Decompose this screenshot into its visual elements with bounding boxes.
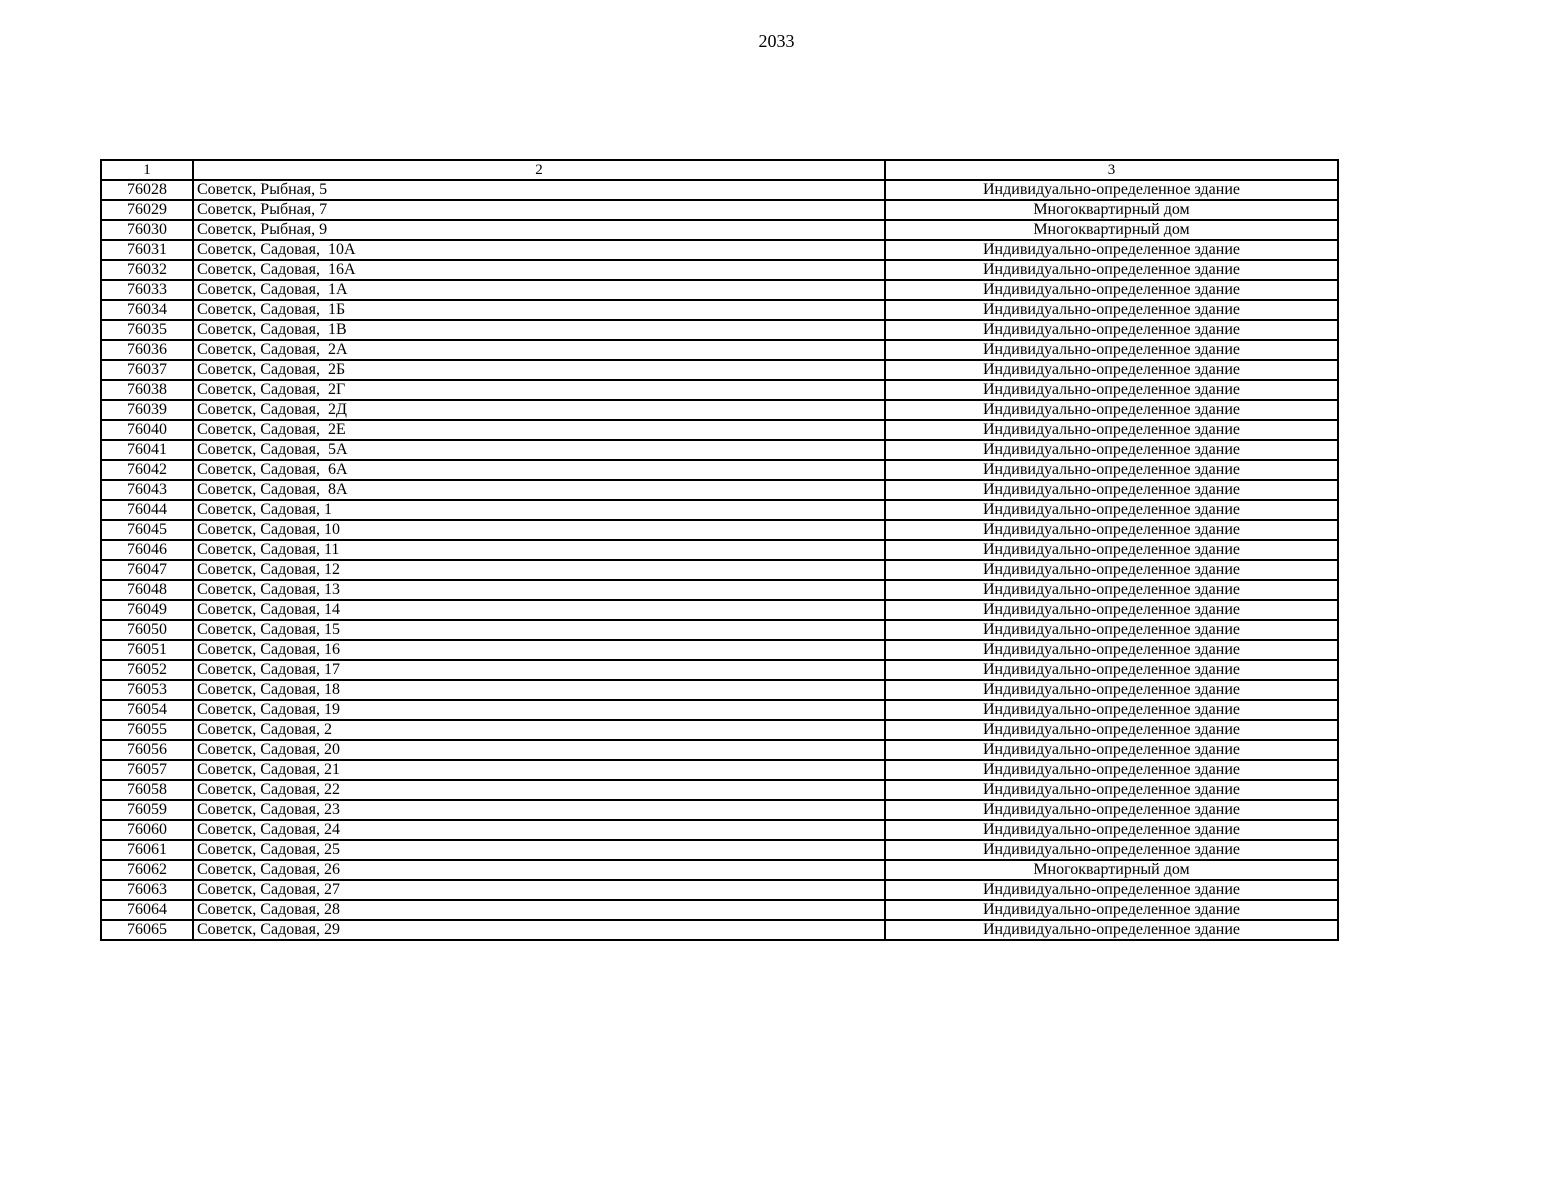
table-row [101, 480, 1338, 500]
object-type-cell: Многоквартирный дом [885, 220, 1338, 240]
object-type-cell: Индивидуально-определенное здание [885, 640, 1338, 660]
object-id-cell: 76056 [101, 740, 193, 760]
table-row [101, 220, 1338, 240]
address-cell: Советск, Садовая, 19 [193, 700, 885, 720]
object-id-cell: 76039 [101, 400, 193, 420]
address-cell: Советск, Садовая, 2Б [193, 360, 885, 380]
column-header: 2 [193, 160, 885, 180]
address-cell: Советск, Садовая, 15 [193, 620, 885, 640]
object-type-cell: Индивидуально-определенное здание [885, 760, 1338, 780]
object-id-cell: 76063 [101, 880, 193, 900]
column-header: 1 [101, 160, 193, 180]
object-id-cell: 76035 [101, 320, 193, 340]
table-row [101, 780, 1338, 800]
address-cell: Советск, Садовая, 25 [193, 840, 885, 860]
object-id-cell: 76028 [101, 180, 193, 200]
table-row [101, 700, 1338, 720]
address-cell: Советск, Садовая, 17 [193, 660, 885, 680]
object-type-cell: Индивидуально-определенное здание [885, 680, 1338, 700]
registry-table [100, 159, 1339, 941]
object-type-cell: Индивидуально-определенное здание [885, 780, 1338, 800]
table-row [101, 300, 1338, 320]
table-row [101, 520, 1338, 540]
address-cell: Советск, Садовая, 27 [193, 880, 885, 900]
object-id-cell: 76046 [101, 540, 193, 560]
object-type-cell: Индивидуально-определенное здание [885, 180, 1338, 200]
object-type-cell: Индивидуально-определенное здание [885, 560, 1338, 580]
address-cell: Советск, Садовая, 5А [193, 440, 885, 460]
object-type-cell: Индивидуально-определенное здание [885, 920, 1338, 940]
table-row [101, 820, 1338, 840]
table-row [101, 640, 1338, 660]
object-type-cell: Индивидуально-определенное здание [885, 600, 1338, 620]
table-row [101, 340, 1338, 360]
object-type-cell: Индивидуально-определенное здание [885, 580, 1338, 600]
object-id-cell: 76045 [101, 520, 193, 540]
address-cell: Советск, Садовая, 2 [193, 720, 885, 740]
table-row [101, 420, 1338, 440]
table-row [101, 860, 1338, 880]
object-type-cell: Индивидуально-определенное здание [885, 440, 1338, 460]
table-row [101, 180, 1338, 200]
object-type-cell: Многоквартирный дом [885, 860, 1338, 880]
table-row [101, 760, 1338, 780]
table-row [101, 540, 1338, 560]
object-id-cell: 76048 [101, 580, 193, 600]
object-id-cell: 76058 [101, 780, 193, 800]
address-cell: Советск, Садовая, 14 [193, 600, 885, 620]
address-cell: Советск, Садовая, 11 [193, 540, 885, 560]
address-cell: Советск, Садовая, 1 [193, 500, 885, 520]
address-cell: Советск, Садовая, 24 [193, 820, 885, 840]
object-id-cell: 76061 [101, 840, 193, 860]
object-type-cell: Индивидуально-определенное здание [885, 660, 1338, 680]
object-id-cell: 76040 [101, 420, 193, 440]
table-row [101, 400, 1338, 420]
table-row [101, 360, 1338, 380]
table-row [101, 240, 1338, 260]
address-cell: Советск, Садовая, 21 [193, 760, 885, 780]
address-cell: Советск, Садовая, 28 [193, 900, 885, 920]
object-type-cell: Индивидуально-определенное здание [885, 360, 1338, 380]
page-number: 2033 [758, 31, 795, 51]
object-type-cell: Индивидуально-определенное здание [885, 700, 1338, 720]
table-row [101, 320, 1338, 340]
object-type-cell: Индивидуально-определенное здание [885, 300, 1338, 320]
address-cell: Советск, Садовая, 20 [193, 740, 885, 760]
address-cell: Советск, Садовая, 26 [193, 860, 885, 880]
object-type-cell: Индивидуально-определенное здание [885, 260, 1338, 280]
table-row [101, 880, 1338, 900]
object-id-cell: 76053 [101, 680, 193, 700]
object-id-cell: 76055 [101, 720, 193, 740]
address-cell: Советск, Садовая, 16А [193, 260, 885, 280]
table-row [101, 280, 1338, 300]
object-type-cell: Индивидуально-определенное здание [885, 520, 1338, 540]
column-header: 3 [885, 160, 1338, 180]
address-cell: Советск, Садовая, 12 [193, 560, 885, 580]
object-id-cell: 76033 [101, 280, 193, 300]
address-cell: Советск, Садовая, 29 [193, 920, 885, 940]
table-row [101, 560, 1338, 580]
table-row [101, 740, 1338, 760]
address-cell: Советск, Садовая, 1Б [193, 300, 885, 320]
table-row [101, 440, 1338, 460]
address-cell: Советск, Садовая, 2Д [193, 400, 885, 420]
object-id-cell: 76030 [101, 220, 193, 240]
table-row [101, 200, 1338, 220]
address-cell: Советск, Садовая, 2А [193, 340, 885, 360]
object-type-cell: Индивидуально-определенное здание [885, 800, 1338, 820]
address-cell: Советск, Садовая, 10А [193, 240, 885, 260]
address-cell: Советск, Садовая, 2Е [193, 420, 885, 440]
object-type-cell: Индивидуально-определенное здание [885, 840, 1338, 860]
address-cell: Советск, Садовая, 23 [193, 800, 885, 820]
registry-table-body [101, 160, 1338, 940]
object-type-cell: Индивидуально-определенное здание [885, 480, 1338, 500]
object-id-cell: 76032 [101, 260, 193, 280]
table-row [101, 840, 1338, 860]
object-id-cell: 76038 [101, 380, 193, 400]
object-type-cell: Индивидуально-определенное здание [885, 900, 1338, 920]
table-row [101, 720, 1338, 740]
address-cell: Советск, Садовая, 6А [193, 460, 885, 480]
object-id-cell: 76059 [101, 800, 193, 820]
object-id-cell: 76029 [101, 200, 193, 220]
object-type-cell: Индивидуально-определенное здание [885, 620, 1338, 640]
address-cell: Советск, Садовая, 18 [193, 680, 885, 700]
object-id-cell: 76057 [101, 760, 193, 780]
table-row [101, 580, 1338, 600]
object-id-cell: 76042 [101, 460, 193, 480]
object-id-cell: 76052 [101, 660, 193, 680]
table-row [101, 380, 1338, 400]
address-cell: Советск, Садовая, 2Г [193, 380, 885, 400]
table-row [101, 600, 1338, 620]
object-id-cell: 76049 [101, 600, 193, 620]
table-row [101, 660, 1338, 680]
object-id-cell: 76044 [101, 500, 193, 520]
address-cell: Советск, Садовая, 1В [193, 320, 885, 340]
object-id-cell: 76037 [101, 360, 193, 380]
object-type-cell: Индивидуально-определенное здание [885, 420, 1338, 440]
table-row [101, 460, 1338, 480]
address-cell: Советск, Садовая, 8А [193, 480, 885, 500]
object-type-cell: Индивидуально-определенное здание [885, 400, 1338, 420]
object-id-cell: 76041 [101, 440, 193, 460]
object-type-cell: Индивидуально-определенное здание [885, 280, 1338, 300]
object-id-cell: 76064 [101, 900, 193, 920]
object-type-cell: Индивидуально-определенное здание [885, 340, 1338, 360]
table-row [101, 260, 1338, 280]
address-cell: Советск, Садовая, 1А [193, 280, 885, 300]
object-id-cell: 76051 [101, 640, 193, 660]
object-id-cell: 76054 [101, 700, 193, 720]
object-type-cell: Индивидуально-определенное здание [885, 820, 1338, 840]
table-row [101, 500, 1338, 520]
table-row [101, 920, 1338, 940]
object-id-cell: 76031 [101, 240, 193, 260]
object-type-cell: Индивидуально-определенное здание [885, 240, 1338, 260]
object-type-cell: Индивидуально-определенное здание [885, 500, 1338, 520]
address-cell: Советск, Рыбная, 9 [193, 220, 885, 240]
table-row [101, 900, 1338, 920]
table-header-row [101, 160, 1338, 180]
object-id-cell: 76036 [101, 340, 193, 360]
object-id-cell: 76043 [101, 480, 193, 500]
object-type-cell: Индивидуально-определенное здание [885, 540, 1338, 560]
address-cell: Советск, Рыбная, 5 [193, 180, 885, 200]
table-row [101, 620, 1338, 640]
object-type-cell: Индивидуально-определенное здание [885, 380, 1338, 400]
object-type-cell: Индивидуально-определенное здание [885, 880, 1338, 900]
table-row [101, 800, 1338, 820]
object-id-cell: 76050 [101, 620, 193, 640]
address-cell: Советск, Садовая, 13 [193, 580, 885, 600]
object-type-cell: Многоквартирный дом [885, 200, 1338, 220]
object-id-cell: 76060 [101, 820, 193, 840]
object-type-cell: Индивидуально-определенное здание [885, 740, 1338, 760]
address-cell: Советск, Рыбная, 7 [193, 200, 885, 220]
object-type-cell: Индивидуально-определенное здание [885, 720, 1338, 740]
object-type-cell: Индивидуально-определенное здание [885, 320, 1338, 340]
address-cell: Советск, Садовая, 22 [193, 780, 885, 800]
object-id-cell: 76062 [101, 860, 193, 880]
table-row [101, 680, 1338, 700]
object-id-cell: 76065 [101, 920, 193, 940]
address-cell: Советск, Садовая, 10 [193, 520, 885, 540]
address-cell: Советск, Садовая, 16 [193, 640, 885, 660]
object-id-cell: 76047 [101, 560, 193, 580]
object-id-cell: 76034 [101, 300, 193, 320]
object-type-cell: Индивидуально-определенное здание [885, 460, 1338, 480]
